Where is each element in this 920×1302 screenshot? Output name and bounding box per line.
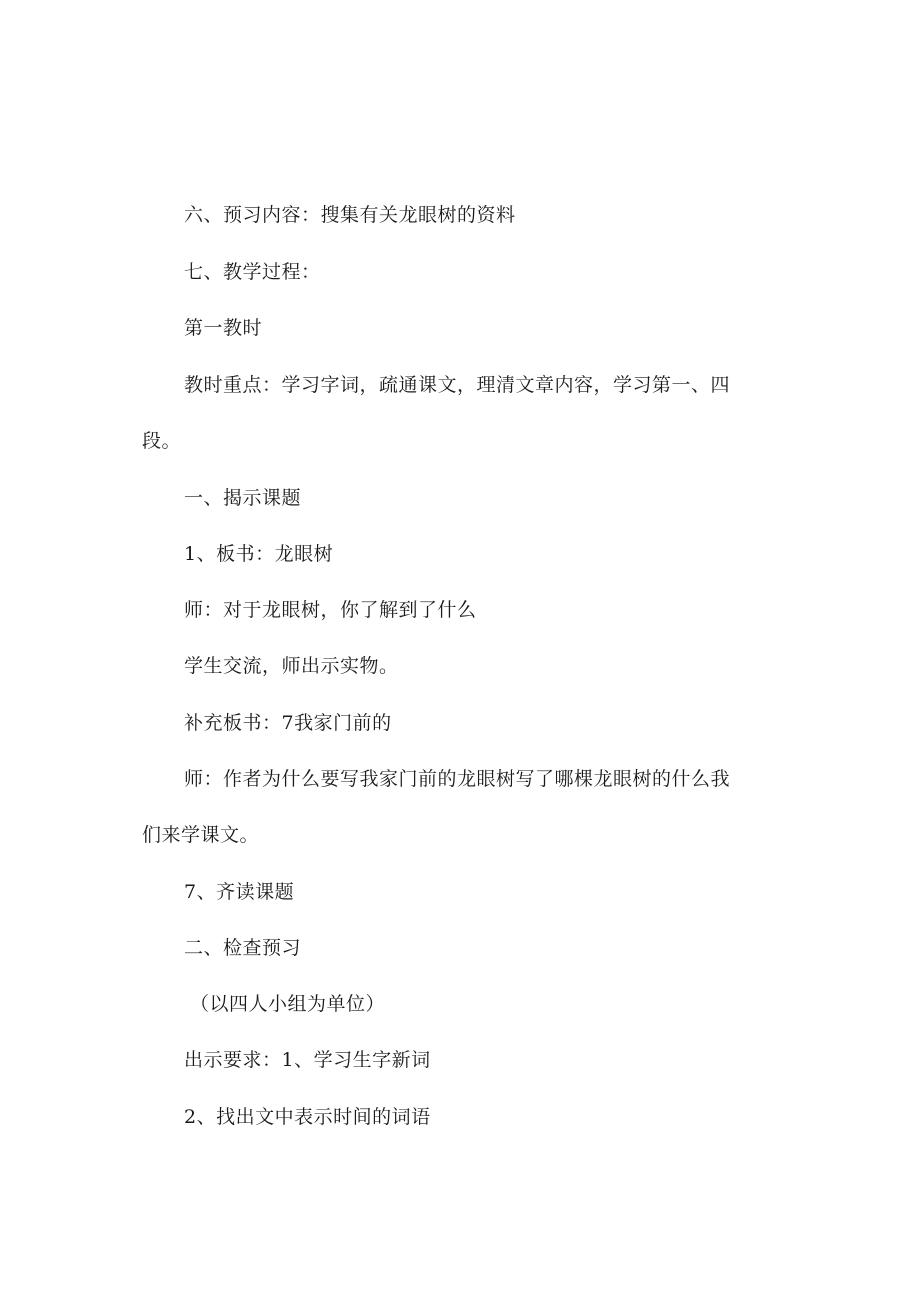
first-lesson-heading: 第一教时 — [184, 317, 263, 339]
requirement-two: 2、找出文中表示时间的词语 — [184, 1106, 431, 1128]
lesson-focus-line2: 段。 — [142, 430, 182, 452]
teacher-question-2-line1: 师：作者为什么要写我家门前的龙眼树写了哪棵龙眼树的什么我 — [184, 768, 731, 790]
lesson-focus-line1: 教时重点：学习字词，疏通课文，理清文章内容，学习第一、四 — [184, 374, 731, 396]
section-six-preview: 六、预习内容：搜集有关龙眼树的资料 — [184, 204, 516, 226]
teacher-question-1: 师：对于龙眼树，你了解到了什么 — [184, 599, 477, 621]
supplementary-blackboard: 补充板书：7我家门前的 — [184, 712, 392, 734]
teacher-question-2-line2: 们来学课文。 — [142, 824, 260, 846]
group-unit-note: （以四人小组为单位） — [190, 993, 386, 1015]
step-one-reveal-title: 一、揭示课题 — [184, 487, 302, 509]
step-two-check-preview: 二、检查预习 — [184, 937, 302, 959]
read-title-together: 7、齐读课题 — [184, 881, 295, 903]
requirement-one: 出示要求：1、学习生字新词 — [184, 1049, 431, 1071]
section-seven-process: 七、教学过程： — [184, 261, 321, 283]
student-exchange: 学生交流，师出示实物。 — [184, 655, 399, 677]
blackboard-writing: 1、板书：龙眼树 — [184, 543, 334, 565]
